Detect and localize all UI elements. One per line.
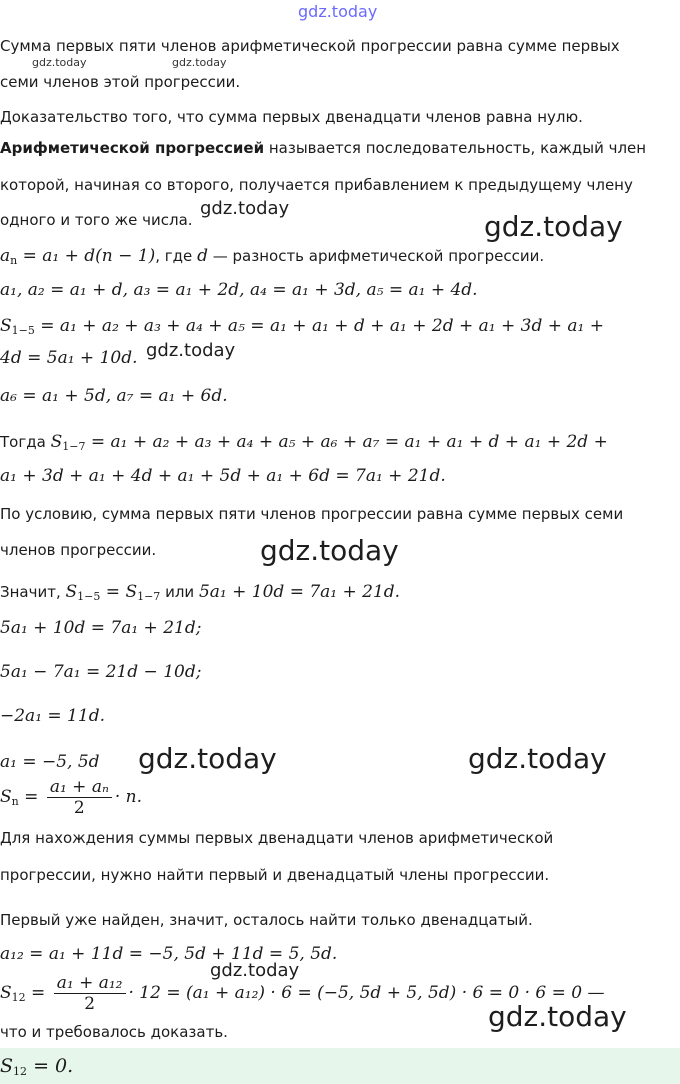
watermark-small-2: gdz.today — [172, 56, 227, 69]
watermark-large-3: gdz.today — [138, 742, 277, 775]
s12-denominator: 2 — [84, 994, 96, 1014]
watermark-medium-3: gdz.today — [210, 960, 300, 981]
s12-numerator: a₁ + a₁₂ — [54, 973, 126, 994]
s12-line: $S_{12}$ = $\frac{\text{a₁ + a₁₂}}{2}$ · 12 = (a₁ + a₁₂) · 6 = (−5, 5d + 5, 5d) · 6 = 0 · 6 = 0 — — [0, 973, 605, 1014]
qed-line: что и требовалось доказать. — [0, 1023, 228, 1041]
definition-rest: называется последовательность, каждый член — [264, 139, 647, 157]
goal-statement: Доказательство того, что сумма первых двенадцати членов равна нулю. — [0, 108, 583, 126]
watermark-medium-1: gdz.today — [200, 198, 290, 219]
watermark-large-2: gdz.today — [260, 534, 399, 567]
watermark-large-5: gdz.today — [488, 1000, 627, 1033]
sum-formula-numerator: a₁ + aₙ — [47, 777, 112, 798]
watermark-large-4: gdz.today — [468, 742, 607, 775]
condition-again-1: По условию, сумма первых пяти членов прогрессии равна сумме первых семи — [0, 505, 624, 523]
watermark-top: gdz.today — [298, 2, 378, 21]
a6-a7-line: a₆ = a₁ + 5d, a₇ = a₁ + 6d. — [0, 386, 228, 406]
sum-need-line-2: прогрессии, нужно найти первый и двенадцатый члены прогрессии. — [0, 866, 550, 884]
sum-need-line-1: Для нахождения суммы первых двенадцати членов арифметической — [0, 829, 554, 847]
nth-term-formula: $a_n = a_1 + d(n - 1)$, где d — разность арифметической прогрессии. — [0, 246, 545, 267]
answer-box — [0, 1048, 680, 1084]
condition-line-2: семи членов этой прогрессии. — [0, 73, 241, 91]
definition-term: Арифметической прогрессией — [0, 139, 265, 157]
equation-step-2: 5a₁ − 7a₁ = 21d − 10d; — [0, 662, 202, 682]
s17-line-2: a₁ + 3d + a₁ + 4d + a₁ + 5d + a₁ + 6d = 7a₁ + 21d. — [0, 466, 446, 486]
sum-formula-denominator: 2 — [73, 798, 85, 818]
definition-line-2: которой, начиная со второго, получается прибавлением к предыдущему члену — [0, 176, 633, 194]
nth-term-rhs: = a₁ + d(n − 1) — [22, 246, 156, 266]
equation-step-1: 5a₁ + 10d = 7a₁ + 21d; — [0, 618, 202, 638]
watermark-medium-2: gdz.today — [146, 340, 236, 361]
a12-line: a₁₂ = a₁ + 11d = −5, 5d + 11d = 5, 5d. — [0, 944, 338, 964]
s17-line-1: Тогда $S_{1-7} = a_1 + a_2 + a_3 + a_4 + a_5 + a_6 + a_7 = a_1 + a_1 + d + a_1 + 2d$ + — [0, 432, 608, 453]
s15-line-1: $S_{1-5} = a_1 + a_2 + a_3 + a_4 + a_5 = a_1 + a_1 + d + a_1 + 2d + a_1 + 3d + a_1$ + — [0, 316, 604, 337]
terms-line: a₁, a₂ = a₁ + d, a₃ = a₁ + 2d, a₄ = a₁ + 3d, a₅ = a₁ + 4d. — [0, 280, 478, 300]
condition-line-1: Сумма первых пяти членов арифметической прогрессии равна сумме первых — [0, 37, 620, 55]
definition-line-1 — [0, 136, 680, 160]
answer-formula: $S_{12} = 0$. — [0, 1055, 74, 1078]
nth-term-tail: — разность арифметической прогрессии. — [212, 247, 545, 265]
condition-again-2: членов прогрессии. — [0, 541, 157, 559]
first-found-line: Первый уже найден, значит, осталось найти только двенадцатый. — [0, 911, 533, 929]
s15-line-2: 4d = 5a₁ + 10d. — [0, 348, 138, 368]
equation-step-3: −2a₁ = 11d. — [0, 706, 105, 726]
equation-step-4: a₁ = −5, 5d — [0, 752, 100, 772]
watermark-small-1: gdz.today — [32, 56, 87, 69]
definition-line-3: одного и того же числа. — [0, 211, 193, 229]
equation-equality: Значит, $S_{1-5} = S_{1-7}$ или 5a₁ + 10d = 7a₁ + 21d. — [0, 582, 401, 603]
sum-formula: $S_n$ = $\frac{\text{a₁ + aₙ}}{2}$ · n. — [0, 777, 143, 818]
watermark-large-1: gdz.today — [484, 210, 623, 243]
